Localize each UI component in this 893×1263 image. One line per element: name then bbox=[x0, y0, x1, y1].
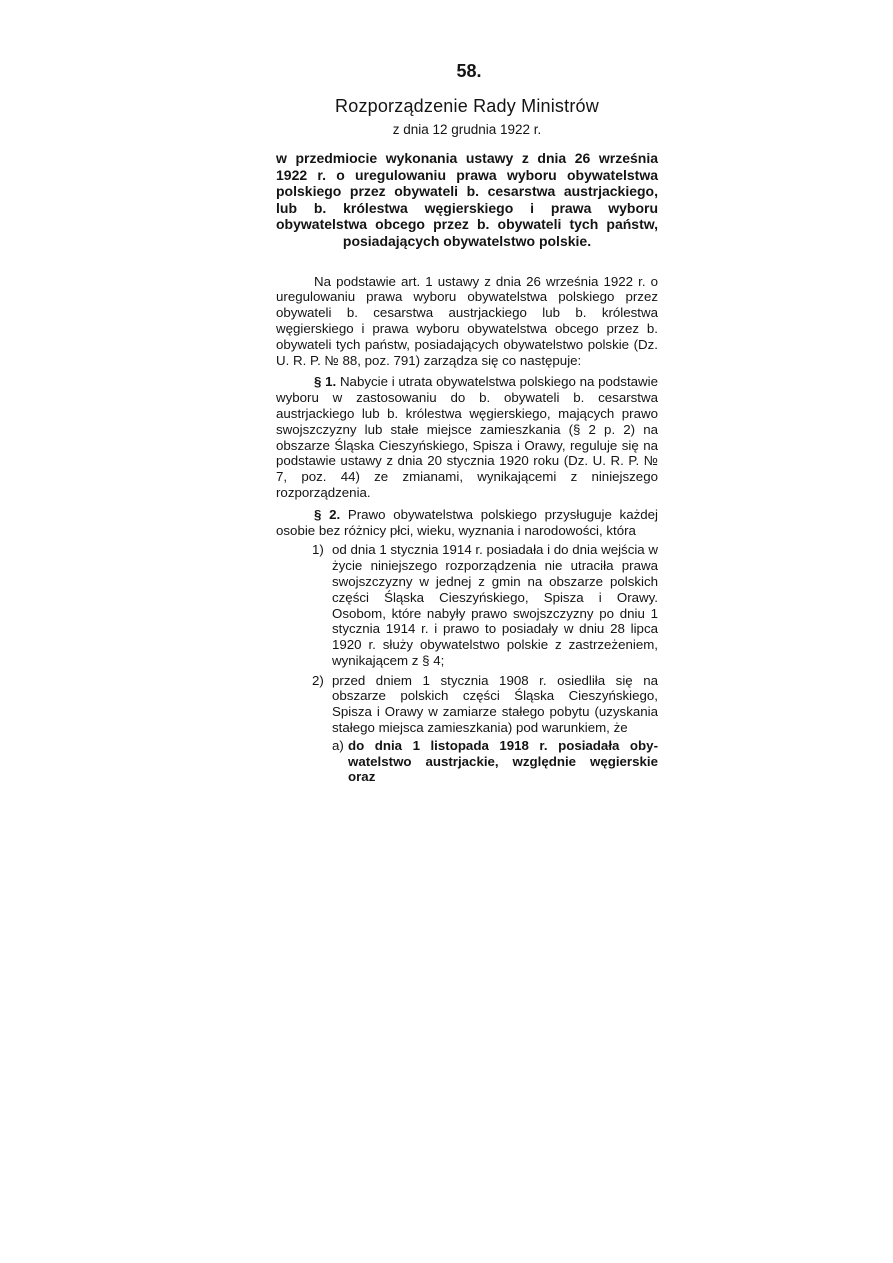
sub-list-item-text: do dnia 1 listopada 1918 r. posiadała obywatelstwo austrjackie, względnie węgierskie oraz bbox=[348, 737, 658, 785]
list-item-number: 2) bbox=[312, 672, 324, 688]
section-2 bbox=[276, 507, 658, 539]
list-item bbox=[312, 542, 658, 668]
list-item-text: przed dniem 1 stycznia 1908 r. osiedliła się na obszarze polskich części Śląska Cieszyńskiego, Spisza i Orawy w zamiarze stałego pobytu (uzyskania stałego miejsca zamieszkania) pod warunkiem, że bbox=[332, 672, 658, 736]
sub-list-item bbox=[332, 738, 658, 785]
section-1 bbox=[276, 374, 658, 500]
document-page bbox=[276, 58, 658, 785]
section-2-text: Prawo obywatelstwa polskiego przysługuje każdej osobie bez różnicy płci, wieku, wyznania i narodowości, która bbox=[276, 506, 658, 538]
intro-paragraph: Na podstawie art. 1 ustawy z dnia 26 września 1922 r. o uregulowaniu prawa wyboru obywatelstwa polskiego przez obywateli b. cesarstwa austrjackiego lub b. królestwa węgierskiego i prawa wyboru obywatelstwa obcego przez b. obywateli tych państw, posiadających obywatelstwo polskie (Dz. U. R. P. № 88, poz. 791) zarządza się co następuje: bbox=[276, 273, 658, 368]
subject-heading: w przedmiocie wykonania ustawy z dnia 26 września 1922 r. o uregulowaniu prawa wyboru obywatelstwa polskiego przez obywateli b. cesarstwa austrjackiego, lub b. królestwa węgierskiego i prawa wyboru obywatelstwa obcego przez b. obywateli tych państw, posiadających obywatelstwo polskie. bbox=[276, 150, 658, 249]
page-number: 58. bbox=[456, 61, 482, 81]
sub-list-item-letter: a) bbox=[332, 737, 344, 753]
section-1-label: § 1. bbox=[314, 374, 337, 390]
section-2-list bbox=[276, 542, 658, 785]
section-2-label: § 2. bbox=[314, 506, 341, 522]
section-1-text: Nabycie i utrata obywatelstwa polskiego na podstawie wyboru w zastosowaniu do b. obywateli b. cesarstwa austrjackiego lub b. królestwa węgierskiego, mających prawo swojszczyzny lub stałe miejsce zamieszkania (§ 2 p. 2) na obszarze Śląska Cieszyńskiego, Spisza i Orawy, reguluje się na podstawie ustawy z dnia 20 stycznia 1920 roku (Dz. U. R. P. № 7, poz. 44) ze zmianami, wynikającemi z niniejszego rozporządzenia. bbox=[276, 374, 658, 500]
list-item-number: 1) bbox=[312, 542, 324, 558]
date-line: z dnia 12 grudnia 1922 r. bbox=[392, 122, 542, 137]
list-item-text: od dnia 1 stycznia 1914 r. posiadała i do dnia wejścia w życie niniejszego rozporządzenia nie utraciła prawa swojszczyzny w jednej z gmin na obszarze polskich części Śląska Cieszyńskiego, Spisza i Orawy. Osobom, które nabyły prawo swojszczyzny po dniu 1 stycznia 1914 r. i prawo to posiadały w dniu 28 lipca 1920 r. służy obywatelstwo polskie z zastrzeżeniem, wynikającem z § 4; bbox=[332, 542, 658, 668]
document-title: Rozporządzenie Rady Ministrów bbox=[335, 96, 599, 116]
list-item bbox=[312, 673, 658, 736]
